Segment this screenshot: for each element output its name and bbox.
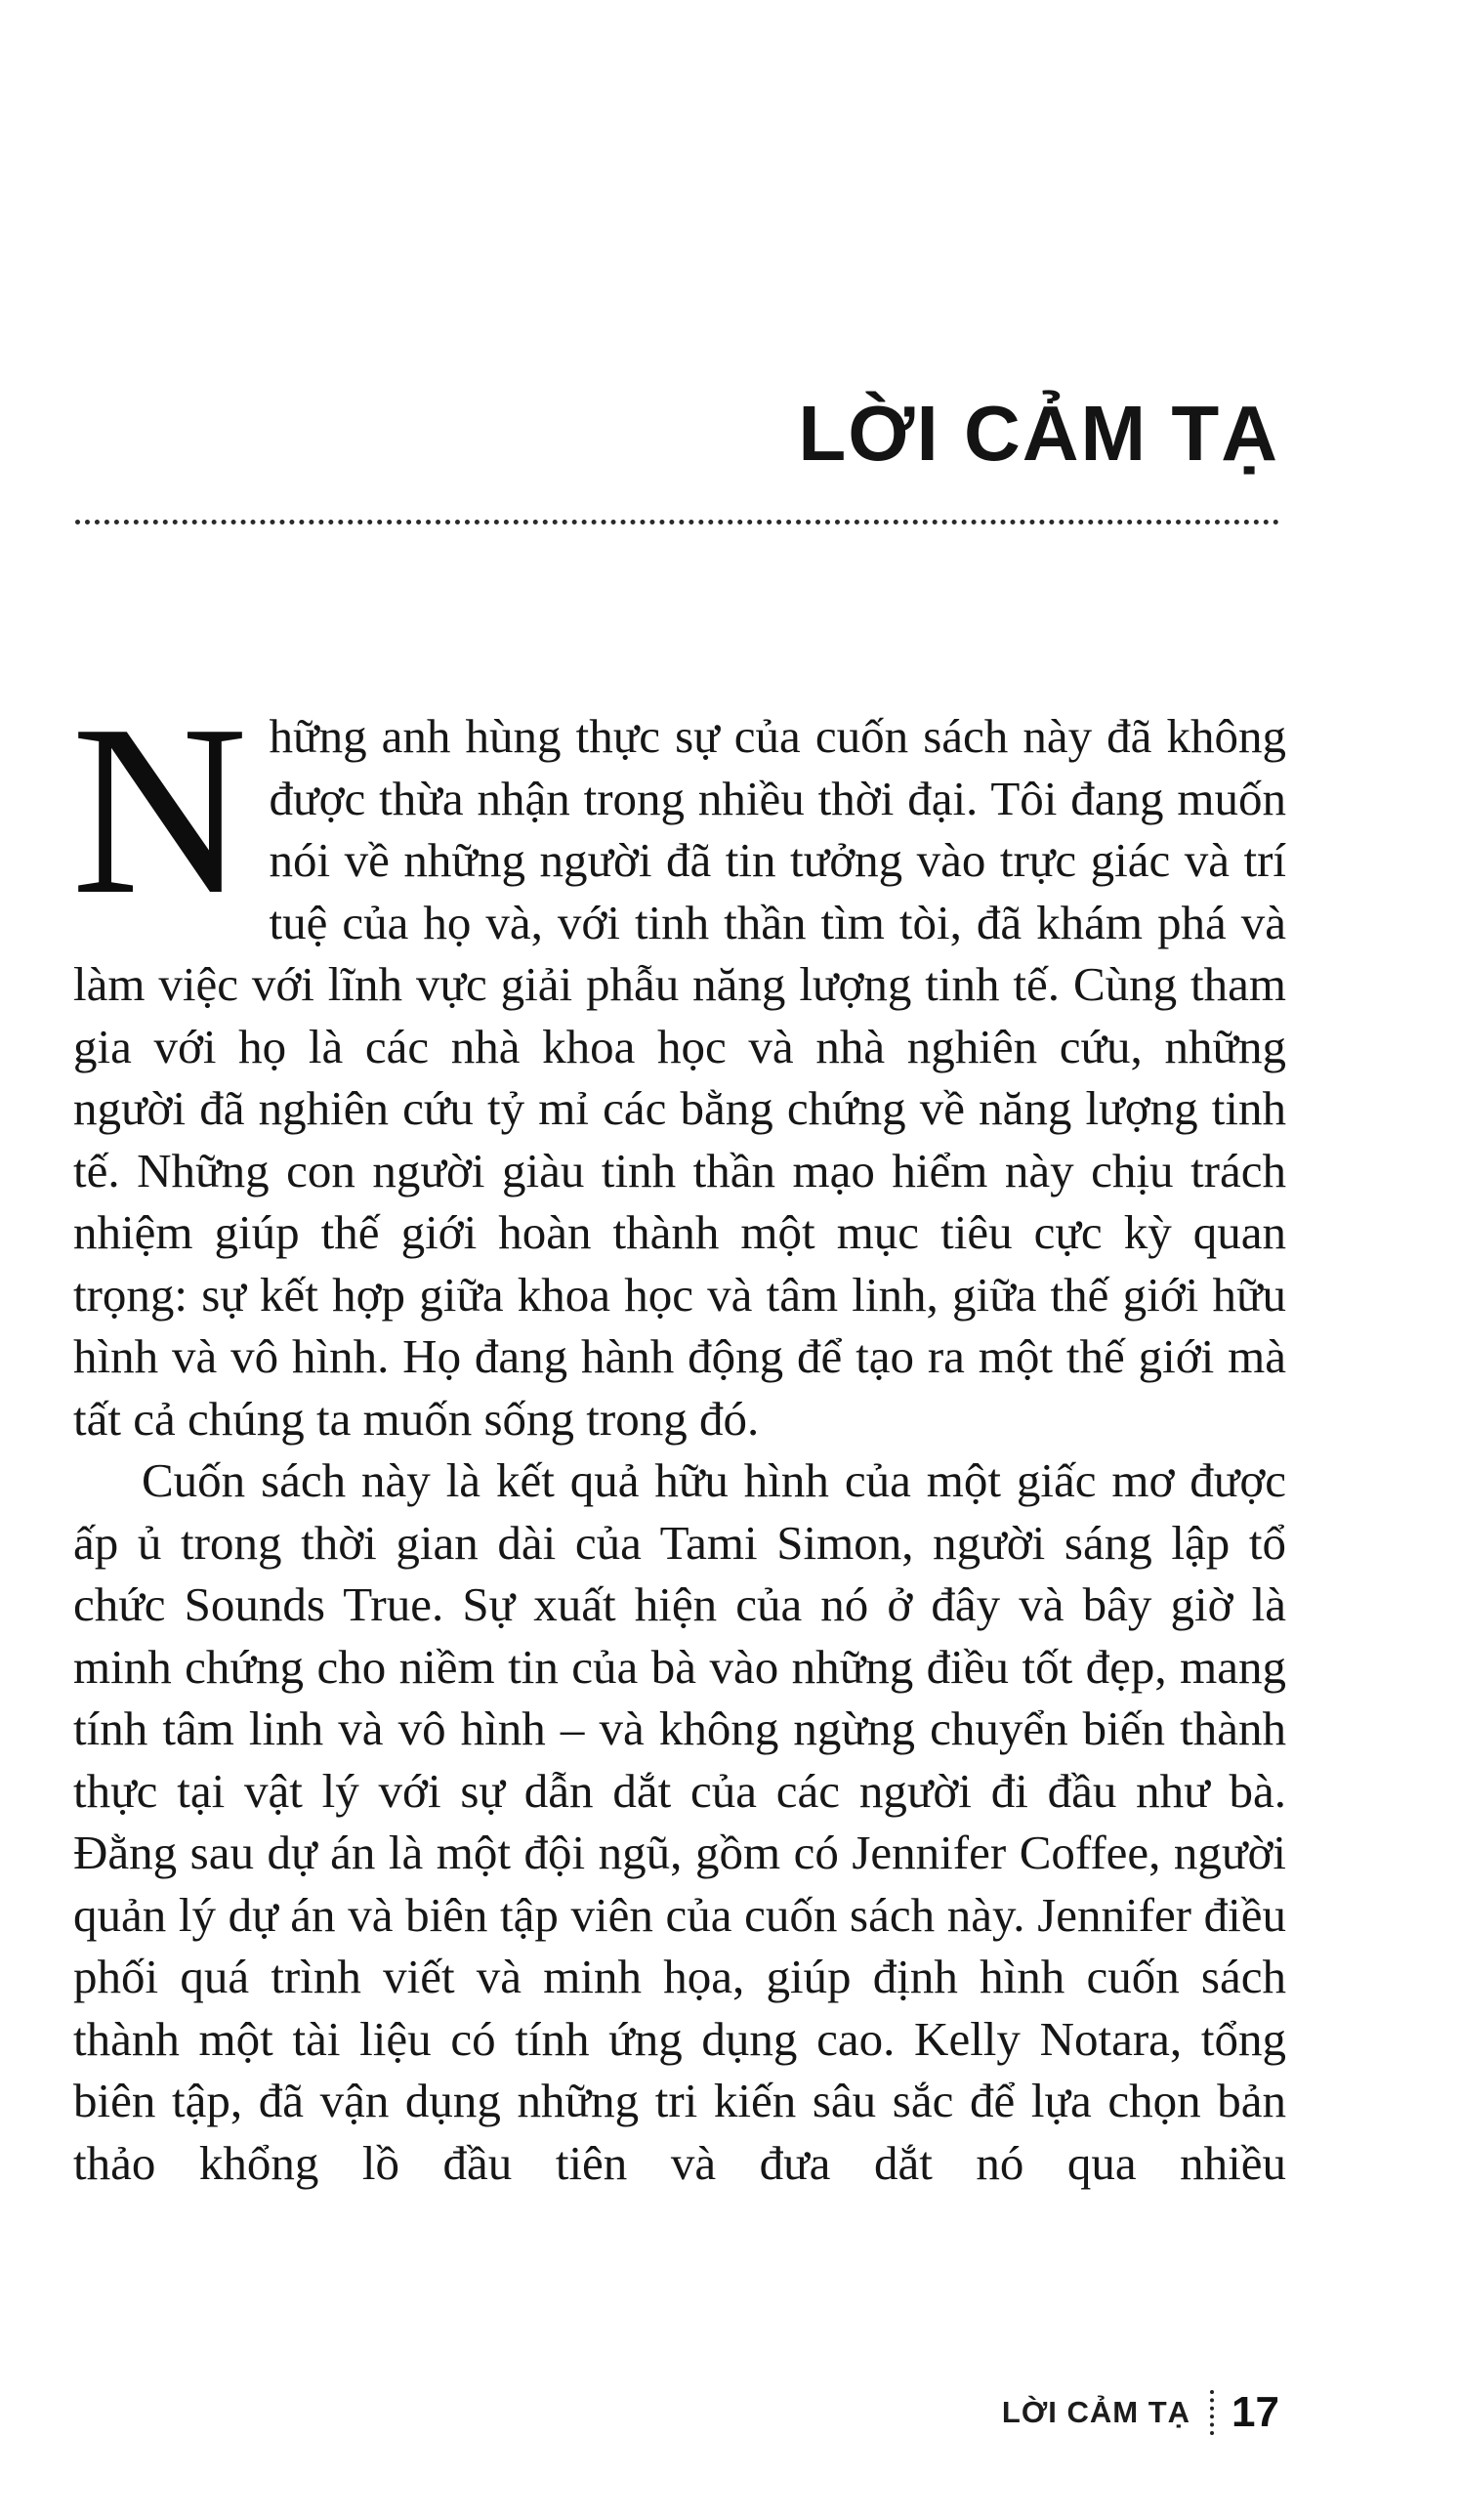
paragraph-1	[71, 675, 1286, 1449]
paragraph-2: Cuốn sách này là kết quả hữu hình của một giấc mơ được ấp ủ trong thời gian dài của Tami Simon, người sáng lập tổ chức Sounds True. Sự xuất hiện của nó ở đây và bây giờ là minh chứng cho niềm tin của bà vào những điều tốt đẹp, mang tính tâm linh và vô hình – và không ngừng chuyển biến thành thực tại vật lý với sự dẫn dắt của các người đi đầu như bà. Đằng sau dự án là một đội ngũ, gồm có Jennifer Coffee, người quản lý dự án và biên tập viên của cuốn sách này. Jennifer điều phối quá trình viết và minh họa, giúp định hình cuốn sách thành một tài liệu có tính ứng dụng cao. Kelly Notara, tổng biên tập, đã vận dụng những tri kiến sâu sắc để lựa chọn bản thảo khổng lồ đầu tiên và đưa dắt nó qua nhiều	[73, 1453, 1286, 2190]
body-text	[71, 675, 1286, 2194]
running-head: LỜI CẢM TẠ	[1001, 2395, 1191, 2429]
page-number: 17	[1231, 2388, 1279, 2436]
chapter-title: LỜI CẢM TẠ	[798, 390, 1279, 477]
title-dotted-rule	[75, 520, 1279, 525]
drop-cap: N	[71, 675, 248, 945]
page-footer	[1002, 2383, 1279, 2442]
footer-separator	[1210, 2390, 1214, 2435]
paragraph-1-text: hững anh hùng thực sự của cuốn sách này đã không được thừa nhận trong nhiều thời đại. Tôi đang muốn nói về những người đã tin tưởng vào trực giác và trí tuệ của họ và, với tinh thần tìm tòi, đã khám phá và làm việc với lĩnh vực giải phẫu năng lượng tinh tế. Cùng tham gia với họ là các nhà khoa học và nhà nghiên cứu, những người đã nghiên cứu tỷ mỉ các bằng chứng về năng lượng tinh tế. Những con người giàu tinh thần mạo hiểm này chịu trách nhiệm giúp thế giới hoàn thành một mục tiêu cực kỳ quan trọng: sự kết hợp giữa khoa học và tâm linh, giữa thế giới hữu hình và vô hình. Họ đang hành động để tạo ra một thế giới mà tất cả chúng ta muốn sống trong đó.	[73, 709, 1286, 1446]
